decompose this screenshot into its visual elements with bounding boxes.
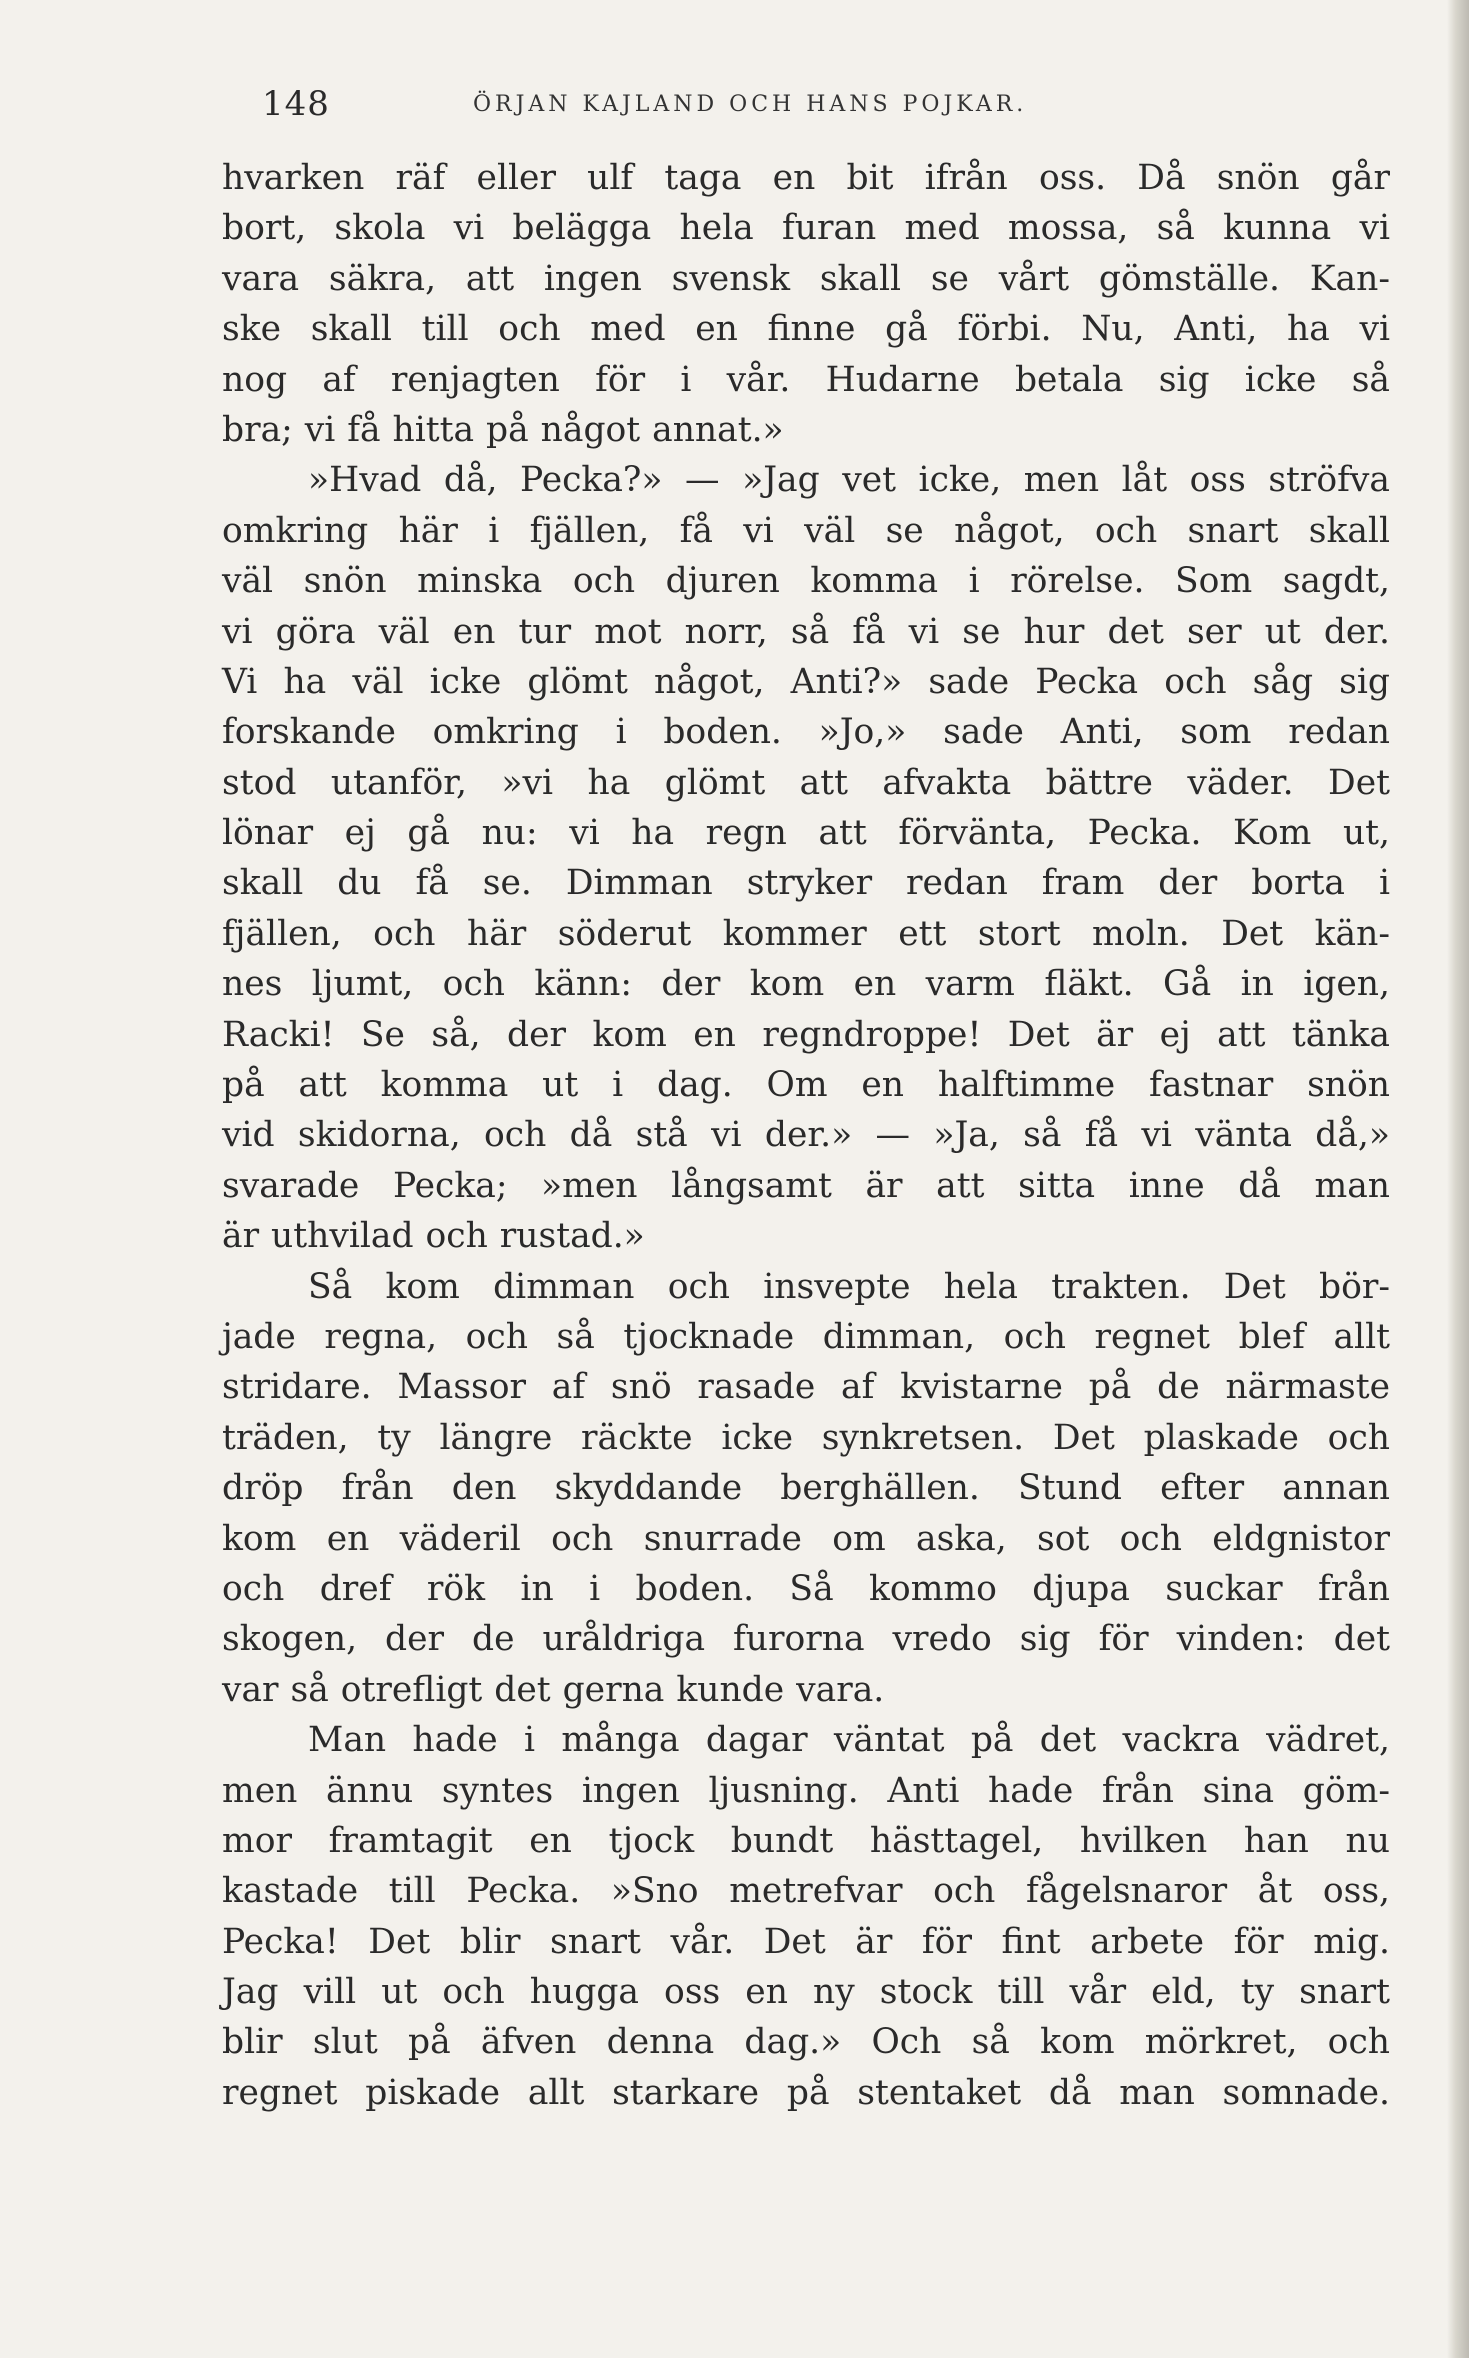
text-line: jade regna, och så tjocknade dimman, och regnet blef allt [222, 1316, 1390, 1357]
page-number: 148 [262, 84, 330, 124]
text-line: vara säkra, att ingen svensk skall se vårt gömställe. Kan- [222, 258, 1390, 299]
text-line: är uthvilad och rustad.» [222, 1216, 645, 1257]
text-line: stridare. Massor af snö rasade af kvistarne på de närmaste [222, 1367, 1390, 1408]
text-line: hvarken räf eller ulf taga en bit ifrån oss. Då snön går [222, 158, 1390, 198]
text-line: vi göra väl en tur mot norr, så få vi se hur det ser ut der. [222, 611, 1390, 652]
text-line: Man hade i många dagar väntat på det vackra vädret, [308, 1720, 1390, 1761]
text-line: Pecka! Det blir snart vår. Det är för fint arbete för mig. [222, 1921, 1390, 1962]
text-line: forskande omkring i boden. »Jo,» sade Anti, som redan [222, 712, 1390, 753]
text-line: regnet piskade allt starkare på stentaket då man somnade. [222, 2072, 1390, 2113]
text-line: skall du få se. Dimman stryker redan fram der borta i [222, 863, 1390, 904]
text-line: mor framtagit en tjock bundt hästtagel, hvilken han nu [222, 1820, 1390, 1861]
text-line: svarade Pecka; »men långsamt är att sitta inne då man [222, 1165, 1390, 1206]
text-line: på att komma ut i dag. Om en halftimme fastnar snön [222, 1065, 1390, 1106]
text-line: väl snön minska och djuren komma i rörelse. Som sagdt, [222, 561, 1390, 602]
text-line: ske skall till och med en finne gå förbi. Nu, Anti, ha vi [222, 309, 1390, 350]
text-line: kastade till Pecka. »Sno metrefvar och fågelsnaror åt oss, [222, 1871, 1390, 1912]
text-line: stod utanför, »vi ha glömt att afvakta bättre väder. Det [222, 762, 1390, 803]
text-line: omkring här i fjällen, få vi väl se något, och snart skall [222, 510, 1390, 551]
text-line: Jag vill ut och hugga oss en ny stock till vår eld, ty snart [222, 1972, 1390, 2013]
text-line: lönar ej gå nu: vi ha regn att förvänta, Pecka. Kom ut, [222, 813, 1390, 854]
text-line: dröp från den skyddande berghällen. Stund efter annan [222, 1468, 1390, 1509]
text-line: och dref rök in i boden. Så kommo djupa suckar från [222, 1568, 1390, 1609]
text-line: nog af renjagten för i vår. Hudarne betala sig icke så [222, 359, 1390, 400]
text-line: bort, skola vi belägga hela furan med mossa, så kunna vi [222, 208, 1390, 249]
text-line: var så otrefligt det gerna kunde vara. [222, 1669, 885, 1710]
text-line: kom en väderil och snurrade om aska, sot och eldgnistor [222, 1518, 1390, 1559]
text-line: vid skidorna, och då stå vi der.» — »Ja, så få vi vänta då,» [222, 1115, 1390, 1156]
text-line: träden, ty längre räckte icke synkretsen. Det plaskade och [222, 1417, 1390, 1458]
text-line: nes ljumt, och känn: der kom en varm fläkt. Gå in igen, [222, 964, 1390, 1005]
running-title: ÖRJAN KAJLAND OCH HANS POJKAR. [473, 92, 1028, 117]
page-edge-shadow [1447, 0, 1469, 2358]
body-text [222, 153, 1390, 2118]
text-line: blir slut på äfven denna dag.» Och så kom mörkret, och [222, 2022, 1390, 2063]
text-line: skogen, der de uråldriga furorna vredo sig för vinden: det [222, 1619, 1390, 1660]
text-line: Racki! Se så, der kom en regndroppe! Det är ej att tänka [222, 1014, 1390, 1055]
page-header [222, 84, 1402, 134]
text-line: Så kom dimman och insvepte hela trakten. Det bör- [308, 1266, 1390, 1307]
text-line: Vi ha väl icke glömt något, Anti?» sade Pecka och såg sig [222, 661, 1390, 702]
text-line: men ännu syntes ingen ljusning. Anti hade från sina göm- [222, 1770, 1390, 1811]
text-line: bra; vi få hitta på något annat.» [222, 409, 784, 450]
text-line: »Hvad då, Pecka?» — »Jag vet icke, men låt oss ströfva [308, 460, 1390, 501]
text-line: fjällen, och här söderut kommer ett stort moln. Det kän- [222, 913, 1390, 954]
